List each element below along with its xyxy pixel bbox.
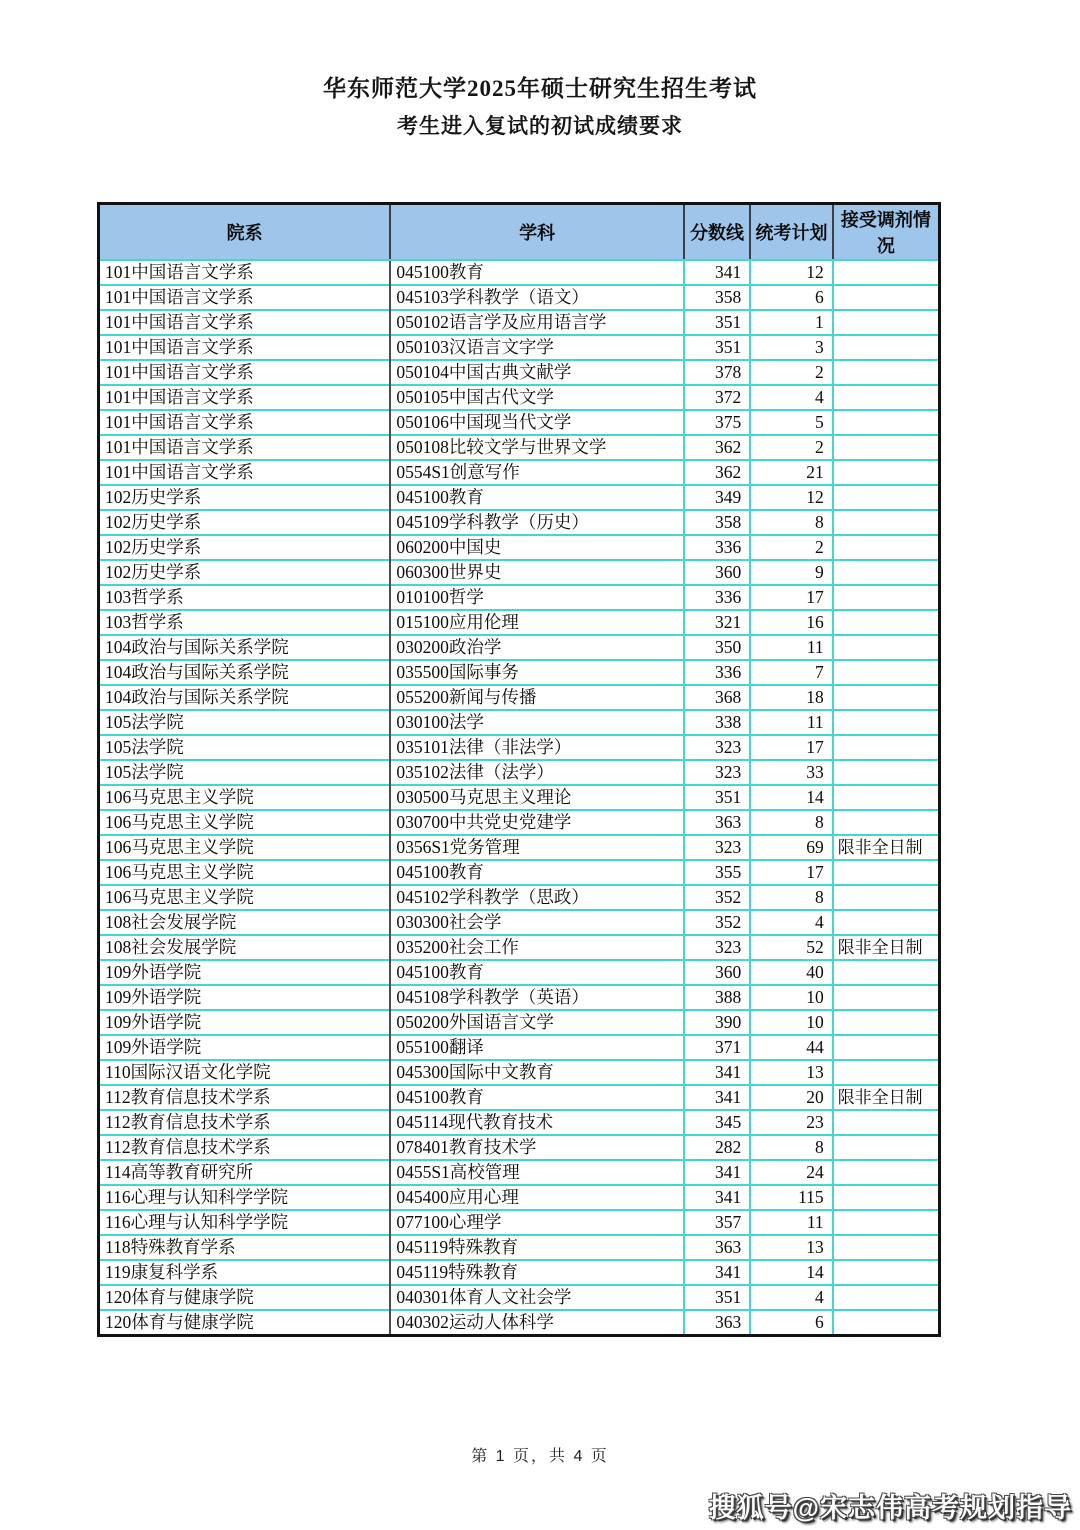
subject-cell: 035101法律（非法学）	[390, 735, 684, 760]
department-cell: 105法学院	[99, 735, 391, 760]
transfer-note-cell	[833, 885, 940, 910]
subject-cell: 045119特殊教育	[390, 1260, 684, 1285]
unified-plan-cell: 17	[750, 860, 832, 885]
department-cell: 106马克思主义学院	[99, 810, 391, 835]
unified-plan-cell: 14	[750, 785, 832, 810]
transfer-note-cell: 限非全日制	[833, 1085, 940, 1110]
score-line-cell: 372	[684, 385, 750, 410]
unified-plan-cell: 69	[750, 835, 832, 860]
transfer-note-cell	[833, 660, 940, 685]
table-row	[99, 935, 940, 960]
subject-cell: 050105中国古代文学	[390, 385, 684, 410]
score-line-cell: 341	[684, 1060, 750, 1085]
table-row	[99, 785, 940, 810]
table-header-row	[99, 204, 940, 261]
unified-plan-cell: 4	[750, 385, 832, 410]
unified-plan-cell: 24	[750, 1160, 832, 1185]
department-cell: 101中国语言文学系	[99, 460, 391, 485]
score-line-cell: 338	[684, 710, 750, 735]
subject-cell: 050103汉语言文字学	[390, 335, 684, 360]
department-cell: 104政治与国际关系学院	[99, 660, 391, 685]
unified-plan-cell: 2	[750, 535, 832, 560]
table-row	[99, 485, 940, 510]
score-line-cell: 351	[684, 335, 750, 360]
table-row	[99, 535, 940, 560]
table-row	[99, 1210, 940, 1235]
subject-cell: 035200社会工作	[390, 935, 684, 960]
table-row	[99, 1185, 940, 1210]
unified-plan-cell: 2	[750, 435, 832, 460]
unified-plan-cell: 44	[750, 1035, 832, 1060]
transfer-note-cell	[833, 1210, 940, 1235]
table-row	[99, 910, 940, 935]
transfer-note-cell	[833, 735, 940, 760]
department-cell: 102历史学系	[99, 560, 391, 585]
score-line-cell: 341	[684, 260, 750, 285]
transfer-note-cell	[833, 985, 940, 1010]
score-line-cell: 362	[684, 435, 750, 460]
score-line-cell: 388	[684, 985, 750, 1010]
department-cell: 120体育与健康学院	[99, 1285, 391, 1310]
subject-cell: 045103学科教学（语文）	[390, 285, 684, 310]
subject-cell: 050108比较文学与世界文学	[390, 435, 684, 460]
department-cell: 103哲学系	[99, 610, 391, 635]
table-row	[99, 885, 940, 910]
score-line-cell: 345	[684, 1110, 750, 1135]
department-cell: 106马克思主义学院	[99, 885, 391, 910]
subject-cell: 040302运动人体科学	[390, 1310, 684, 1336]
subject-cell: 078401教育技术学	[390, 1135, 684, 1160]
unified-plan-cell: 5	[750, 410, 832, 435]
department-cell: 116心理与认知科学学院	[99, 1185, 391, 1210]
table-row	[99, 1060, 940, 1085]
unified-plan-cell: 6	[750, 1310, 832, 1336]
department-cell: 106马克思主义学院	[99, 860, 391, 885]
score-line-cell: 371	[684, 1035, 750, 1060]
table-row	[99, 960, 940, 985]
subject-cell: 0356S1党务管理	[390, 835, 684, 860]
subject-cell: 035102法律（法学）	[390, 760, 684, 785]
subject-cell: 077100心理学	[390, 1210, 684, 1235]
transfer-note-cell	[833, 410, 940, 435]
subject-cell: 030500马克思主义理论	[390, 785, 684, 810]
subject-cell: 030300社会学	[390, 910, 684, 935]
table-row	[99, 760, 940, 785]
transfer-note-cell	[833, 1310, 940, 1336]
table-row	[99, 985, 940, 1010]
column-header-score-line: 分数线	[684, 204, 750, 261]
department-cell: 108社会发展学院	[99, 935, 391, 960]
transfer-note-cell	[833, 385, 940, 410]
unified-plan-cell: 40	[750, 960, 832, 985]
unified-plan-cell: 7	[750, 660, 832, 685]
table-row	[99, 1310, 940, 1336]
transfer-note-cell	[833, 460, 940, 485]
table-row	[99, 560, 940, 585]
table-row	[99, 735, 940, 760]
subject-cell: 050200外国语言文学	[390, 1010, 684, 1035]
table-row	[99, 635, 940, 660]
score-requirements-table	[97, 202, 941, 1337]
transfer-note-cell	[833, 1260, 940, 1285]
unified-plan-cell: 21	[750, 460, 832, 485]
transfer-note-cell	[833, 285, 940, 310]
transfer-note-cell	[833, 1035, 940, 1060]
unified-plan-cell: 13	[750, 1060, 832, 1085]
score-line-cell: 355	[684, 860, 750, 885]
transfer-note-cell	[833, 1060, 940, 1085]
table-row	[99, 385, 940, 410]
unified-plan-cell: 17	[750, 585, 832, 610]
department-cell: 112教育信息技术学系	[99, 1110, 391, 1135]
table-row	[99, 1035, 940, 1060]
score-line-cell: 351	[684, 1285, 750, 1310]
transfer-note-cell	[833, 810, 940, 835]
transfer-note-cell: 限非全日制	[833, 935, 940, 960]
transfer-note-cell	[833, 910, 940, 935]
table-row	[99, 1085, 940, 1110]
score-line-cell: 368	[684, 685, 750, 710]
department-cell: 119康复科学系	[99, 1260, 391, 1285]
transfer-note-cell	[833, 510, 940, 535]
department-cell: 108社会发展学院	[99, 910, 391, 935]
subject-cell: 045108学科教学（英语）	[390, 985, 684, 1010]
department-cell: 104政治与国际关系学院	[99, 685, 391, 710]
transfer-note-cell	[833, 485, 940, 510]
department-cell: 112教育信息技术学系	[99, 1135, 391, 1160]
table-row	[99, 1010, 940, 1035]
department-cell: 101中国语言文学系	[99, 310, 391, 335]
department-cell: 101中国语言文学系	[99, 335, 391, 360]
table-row	[99, 835, 940, 860]
column-header-unified-plan: 统考计划	[750, 204, 832, 261]
subject-cell: 050104中国古典文献学	[390, 360, 684, 385]
page-title: 华东师范大学2025年硕士研究生招生考试	[323, 76, 757, 101]
score-line-cell: 352	[684, 885, 750, 910]
transfer-note-cell	[833, 635, 940, 660]
table-row	[99, 1235, 940, 1260]
department-cell: 101中国语言文学系	[99, 285, 391, 310]
subject-cell: 045400应用心理	[390, 1185, 684, 1210]
transfer-note-cell	[833, 560, 940, 585]
score-line-cell: 341	[684, 1260, 750, 1285]
subject-cell: 050102语言学及应用语言学	[390, 310, 684, 335]
table-row	[99, 310, 940, 335]
subject-cell: 045114现代教育技术	[390, 1110, 684, 1135]
unified-plan-cell: 18	[750, 685, 832, 710]
unified-plan-cell: 8	[750, 810, 832, 835]
unified-plan-cell: 12	[750, 260, 832, 285]
unified-plan-cell: 14	[750, 1260, 832, 1285]
subject-cell: 045119特殊教育	[390, 1235, 684, 1260]
unified-plan-cell: 33	[750, 760, 832, 785]
score-line-cell: 357	[684, 1210, 750, 1235]
unified-plan-cell: 8	[750, 510, 832, 535]
department-cell: 104政治与国际关系学院	[99, 635, 391, 660]
department-cell: 101中国语言文学系	[99, 360, 391, 385]
score-line-cell: 363	[684, 810, 750, 835]
subject-cell: 030100法学	[390, 710, 684, 735]
department-cell: 106马克思主义学院	[99, 785, 391, 810]
unified-plan-cell: 12	[750, 485, 832, 510]
unified-plan-cell: 10	[750, 1010, 832, 1035]
subject-cell: 060300世界史	[390, 560, 684, 585]
transfer-note-cell	[833, 685, 940, 710]
department-cell: 109外语学院	[99, 960, 391, 985]
score-line-cell: 378	[684, 360, 750, 385]
score-line-cell: 323	[684, 935, 750, 960]
unified-plan-cell: 11	[750, 1210, 832, 1235]
unified-plan-cell: 4	[750, 1285, 832, 1310]
score-line-cell: 341	[684, 1085, 750, 1110]
transfer-note-cell	[833, 860, 940, 885]
score-line-cell: 360	[684, 960, 750, 985]
department-cell: 112教育信息技术学系	[99, 1085, 391, 1110]
table-row	[99, 360, 940, 385]
transfer-note-cell	[833, 710, 940, 735]
transfer-note-cell	[833, 260, 940, 285]
subject-cell: 0455S1高校管理	[390, 1160, 684, 1185]
score-line-cell: 352	[684, 910, 750, 935]
transfer-note-cell	[833, 1285, 940, 1310]
department-cell: 109外语学院	[99, 985, 391, 1010]
transfer-note-cell	[833, 1235, 940, 1260]
unified-plan-cell: 8	[750, 1135, 832, 1160]
department-cell: 109外语学院	[99, 1010, 391, 1035]
subject-cell: 035500国际事务	[390, 660, 684, 685]
score-line-cell: 362	[684, 460, 750, 485]
unified-plan-cell: 8	[750, 885, 832, 910]
subject-cell: 050106中国现当代文学	[390, 410, 684, 435]
score-line-cell: 323	[684, 835, 750, 860]
table-row	[99, 460, 940, 485]
transfer-note-cell	[833, 1185, 940, 1210]
subject-cell: 045100教育	[390, 960, 684, 985]
column-header-subject: 学科	[390, 204, 684, 261]
table-row	[99, 585, 940, 610]
unified-plan-cell: 17	[750, 735, 832, 760]
department-cell: 101中国语言文学系	[99, 385, 391, 410]
department-cell: 109外语学院	[99, 1035, 391, 1060]
department-cell: 102历史学系	[99, 510, 391, 535]
transfer-note-cell	[833, 610, 940, 635]
score-line-cell: 323	[684, 760, 750, 785]
table-row	[99, 285, 940, 310]
unified-plan-cell: 13	[750, 1235, 832, 1260]
subject-cell: 045100教育	[390, 1085, 684, 1110]
subject-cell: 0554S1创意写作	[390, 460, 684, 485]
page-subtitle: 考生进入复试的初试成绩要求	[397, 114, 683, 138]
unified-plan-cell: 3	[750, 335, 832, 360]
transfer-note-cell	[833, 785, 940, 810]
subject-cell: 055200新闻与传播	[390, 685, 684, 710]
transfer-note-cell	[833, 760, 940, 785]
table-row	[99, 1260, 940, 1285]
transfer-note-cell	[833, 535, 940, 560]
unified-plan-cell: 10	[750, 985, 832, 1010]
score-line-cell: 360	[684, 560, 750, 585]
department-cell: 102历史学系	[99, 485, 391, 510]
department-cell: 102历史学系	[99, 535, 391, 560]
subject-cell: 055100翻译	[390, 1035, 684, 1060]
transfer-note-cell	[833, 435, 940, 460]
table-row	[99, 1135, 940, 1160]
transfer-note-cell	[833, 1135, 940, 1160]
transfer-note-cell: 限非全日制	[833, 835, 940, 860]
department-cell: 101中国语言文学系	[99, 435, 391, 460]
unified-plan-cell: 4	[750, 910, 832, 935]
department-cell: 114高等教育研究所	[99, 1160, 391, 1185]
subject-cell: 030700中共党史党建学	[390, 810, 684, 835]
transfer-note-cell	[833, 1160, 940, 1185]
score-line-cell: 323	[684, 735, 750, 760]
unified-plan-cell: 1	[750, 310, 832, 335]
transfer-note-cell	[833, 335, 940, 360]
department-cell: 106马克思主义学院	[99, 835, 391, 860]
unified-plan-cell: 11	[750, 635, 832, 660]
department-cell: 103哲学系	[99, 585, 391, 610]
unified-plan-cell: 52	[750, 935, 832, 960]
table-row	[99, 660, 940, 685]
subject-cell: 030200政治学	[390, 635, 684, 660]
transfer-note-cell	[833, 1010, 940, 1035]
column-header-department: 院系	[99, 204, 391, 261]
unified-plan-cell: 6	[750, 285, 832, 310]
table-row	[99, 810, 940, 835]
table-row	[99, 510, 940, 535]
score-line-cell: 336	[684, 660, 750, 685]
score-line-cell: 375	[684, 410, 750, 435]
table-row	[99, 1160, 940, 1185]
transfer-note-cell	[833, 1110, 940, 1135]
score-line-cell: 351	[684, 785, 750, 810]
score-line-cell: 363	[684, 1310, 750, 1336]
score-line-cell: 350	[684, 635, 750, 660]
score-line-cell: 341	[684, 1185, 750, 1210]
transfer-note-cell	[833, 585, 940, 610]
department-cell: 116心理与认知科学学院	[99, 1210, 391, 1235]
score-line-cell: 341	[684, 1160, 750, 1185]
subject-cell: 060200中国史	[390, 535, 684, 560]
unified-plan-cell: 23	[750, 1110, 832, 1135]
department-cell: 120体育与健康学院	[99, 1310, 391, 1336]
score-line-cell: 321	[684, 610, 750, 635]
table-body	[99, 260, 940, 1336]
table-row	[99, 1285, 940, 1310]
score-line-cell: 390	[684, 1010, 750, 1035]
table-row	[99, 710, 940, 735]
transfer-note-cell	[833, 960, 940, 985]
unified-plan-cell: 11	[750, 710, 832, 735]
table-row	[99, 335, 940, 360]
watermark: 搜狐号@宋志伟高考规划指导	[708, 1493, 1072, 1523]
unified-plan-cell: 2	[750, 360, 832, 385]
page-number-footer: 第 1 页，共 4 页	[471, 1448, 609, 1465]
transfer-note-cell	[833, 310, 940, 335]
subject-cell: 045300国际中文教育	[390, 1060, 684, 1085]
column-header-transfer-status: 接受调剂情况	[833, 204, 940, 261]
subject-cell: 045100教育	[390, 860, 684, 885]
department-cell: 101中国语言文学系	[99, 260, 391, 285]
subject-cell: 045100教育	[390, 485, 684, 510]
table-row	[99, 410, 940, 435]
unified-plan-cell: 16	[750, 610, 832, 635]
subject-cell: 015100应用伦理	[390, 610, 684, 635]
department-cell: 105法学院	[99, 710, 391, 735]
score-line-cell: 349	[684, 485, 750, 510]
subject-cell: 045102学科教学（思政）	[390, 885, 684, 910]
score-line-cell: 358	[684, 510, 750, 535]
unified-plan-cell: 20	[750, 1085, 832, 1110]
table-row	[99, 610, 940, 635]
department-cell: 118特殊教育学系	[99, 1235, 391, 1260]
unified-plan-cell: 115	[750, 1185, 832, 1210]
subject-cell: 010100哲学	[390, 585, 684, 610]
subject-cell: 040301体育人文社会学	[390, 1285, 684, 1310]
score-line-cell: 363	[684, 1235, 750, 1260]
department-cell: 105法学院	[99, 760, 391, 785]
table-row	[99, 860, 940, 885]
department-cell: 110国际汉语文化学院	[99, 1060, 391, 1085]
score-line-cell: 336	[684, 535, 750, 560]
department-cell: 101中国语言文学系	[99, 410, 391, 435]
table-row	[99, 435, 940, 460]
unified-plan-cell: 9	[750, 560, 832, 585]
score-line-cell: 282	[684, 1135, 750, 1160]
score-line-cell: 351	[684, 310, 750, 335]
subject-cell: 045109学科教学（历史）	[390, 510, 684, 535]
table-row	[99, 685, 940, 710]
transfer-note-cell	[833, 360, 940, 385]
score-line-cell: 336	[684, 585, 750, 610]
subject-cell: 045100教育	[390, 260, 684, 285]
table-row	[99, 1110, 940, 1135]
score-line-cell: 358	[684, 285, 750, 310]
table-row	[99, 260, 940, 285]
